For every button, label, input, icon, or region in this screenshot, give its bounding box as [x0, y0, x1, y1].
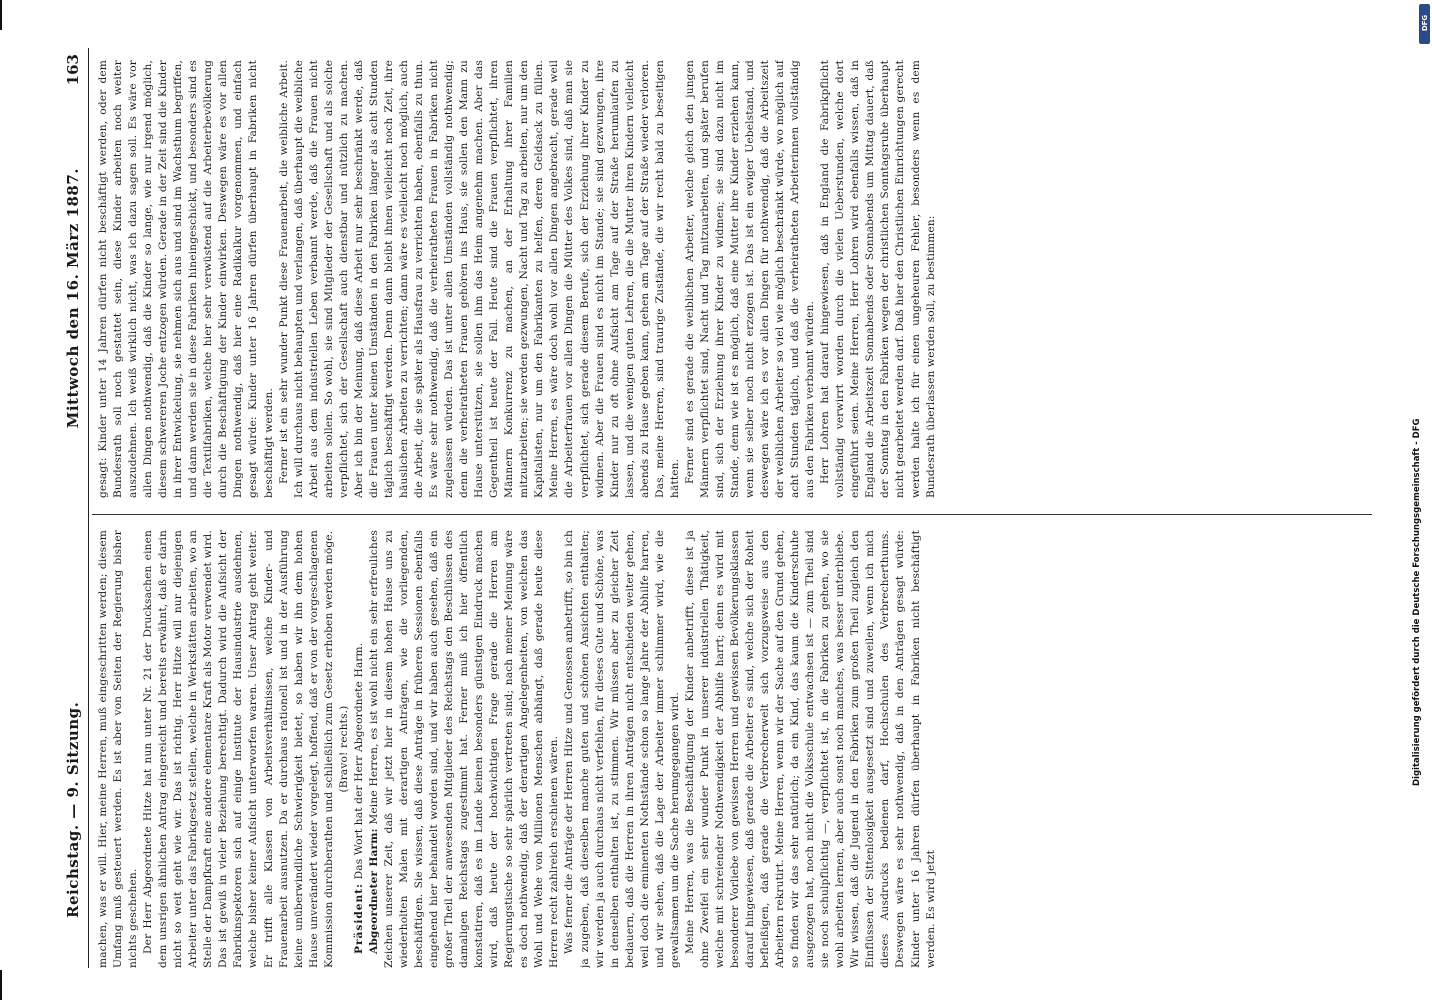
page-number: 163	[64, 54, 82, 86]
paragraph: Was ferner die Anträge der Herren Hitze und Genossen anbetrifft, so bin ich ja zugeben, daß dieselben manche guten und schönen Ansichten enthalten; wir werden ja auch durchaus nicht verfehlen, für dieses Gute und Schöne, was in denselben enthalten ist, zu stimmen. Wir müssen aber zu gleicher Zeit bedauern, daß die Herren in ihren Anträgen nicht entschieden weiter gehen, weil doch die eminenten Nothstände schon so lange Jahre der Abhilfe harren, und wir sehen, daß die Lage der Arbeiter immer schlimmer wird, wie die gewaltsamen um die Sache herumgegangen wird.	[563, 530, 681, 968]
paragraph: gesagt: Kinder unter 14 Jahren dürfen nicht beschäftigt werden, oder dem Bundesrath soll noch gestattet sein, diese Kinder arbeiten noch weiter auszudehnen. Ich weiß wirklich nicht, was ich dazu sagen soll. Es wäre vor allen Dingen nothwendig, daß die Kinder so lange, wie nur irgend möglich, diesem schwereren Joche entzogen würden. Gerade in der Zeit sind die Kinder in ihrer Entwickelung, sie nehmen sich aus und sind im Wachsthum begriffen, und dann werden sie in diese Fabriken hineingeschickt, und besonders sind es die Textilfabriken, welche hier sehr verwüstend auf die Arbeiterbevölkerung durch die Beschäftigung der Kinder einwirken. Deswegen wäre es vor allen Dingen nothwendig, daß hier eine Radikalkur vorgenommen, und einfach gesagt würde: Kinder unter 16 Jahren dürfen überhaupt in Fabriken nicht beschäftigt werden.	[97, 60, 275, 498]
speaker-turn	[352, 530, 367, 968]
speaker-label: Präsident:	[352, 882, 365, 954]
crop-mark	[0, 970, 2, 1000]
paragraph: Der Herr Abgeordnete Hitze hat nun unter Nr. 21 der Drucksachen einen dem unsrigen ähnlichen Antrag eingereicht und bereits erwähnt, daß er darin nicht so weit geht wie wir. Das ist richtig. Herr Hitze will nur diejenigen Arbeiter unter das Fabrikgesetz stellen, welche in Werkstätten arbeiten, wo an Stelle der Dampfkraft eine andere elementare Kraft als Motor verwendet wird. Das ist gewiß in vieler Beziehung berechtigt. Dadurch wird die Aufsicht der Fabrikinspektoren sich auf einige Institute der Hausindustrie ausdehnen, welche bisher keiner Aufsicht unterworfen waren. Unser Antrag geht weiter. Er trifft alle Klassen von Arbeitsverhältnissen, welche Kinder- und Frauenarbeit ausnutzen. Da er durchaus rationell ist und in der Ausführung keine unüberwindliche Schwierigkeit bietet, so haben wir ihn dem hohen Hause unverändert wieder vorgelegt, hoffend, daß er von der vorgeschlagenen Kommission durchberathen und schließlich zum Gesetz erhoben werden möge.	[142, 530, 335, 968]
paragraph: machen, was er will. Hier, meine Herren, muß eingeschritten werden; diesem Umfang muß gesteuert werden. Es ist aber von Seiten der Regierung bisher nichts geschehen.	[97, 530, 140, 968]
speaker-turn	[367, 530, 563, 968]
paragraph: Ferner sind es gerade die weiblichen Arbeiter, welche gleich den jungen Männern verpflichtet sind, Nacht und Tag mitzuarbeiten, und später berufen sind, sich der Erziehung ihrer Kinder zu widmen; sie sind dazu nicht im Stande, denn wie ist es möglich, daß eine Mutter ihre Kinder erziehen kann, wenn sie selber noch nicht erzogen ist. Das ist ein ewiger Uebelstand, und deswegen wäre ich es vor allen Dingen für nothwendig, daß die Arbeitszeit der weiblichen Arbeiter so viel wie möglich beschränkt würde, wo möglich auf acht Stunden täglich, und daß die verheiratheten Arbeiterinnen vollständig aus den Fabriken verbannt würden.	[683, 60, 817, 498]
speaker-text: Meine Herren, es ist wohl nicht ein sehr erfreuliches Zeichen unserer Zeit, daß wir jetzt hier in diesem hohen Hause uns zu wiederholten Malen mit derartigen Anträgen, wie die vorliegenden, beschäftigen. Sie wissen, daß diese Anträge in früheren Sessionen ebenfalls eingehend hier behandelt worden sind, und wir haben auch gesehen, daß ein großer Theil der anwesenden Mitglieder des Reichstags den Beschlüssen des damaligen Reichstags zugestimmt hat. Ferner muß ich hier öffentlich konstatiren, daß es im Lande keinen besonders günstigen Eindruck machen wird, daß heute der hochwichtigen Frage gerade die Herren am Regierungstische so sehr spärlich vertreten sind; nach meiner Meinung wäre es doch nothwendig, daß der derartigen Angelegenheiten, von welchen das Wohl und Wehe von Millionen Menschen abhängt, daß gerade heute diese Herren recht zahlreich erschienen wären.	[367, 530, 561, 968]
crop-mark	[0, 0, 2, 30]
dfg-notice	[1412, 26, 1430, 786]
header-rule	[88, 48, 89, 968]
column-left	[96, 530, 1386, 968]
speaker-text: Das Wort hat der Herr Abgeordnete Harm.	[352, 642, 365, 880]
dfg-logo	[1419, 4, 1430, 44]
header-date: Mittwoch den 16. März 1887.	[64, 168, 82, 429]
paragraph: Ferner ist ein sehr wunder Punkt diese Frauenarbeit, die weibliche Arbeit. Ich will durchaus nicht behaupten und verlangen, daß überhaupt die weibliche Arbeit aus dem industriellen Leben verbannt werde, daß die Frauen nicht arbeiten sollen. So wohl, sie sind Mitglieder der Gesellschaft und als solche verpflichtet, sich der Gesellschaft auch dienstbar und nützlich zu machen. Aber ich bin der Meinung, daß diese Arbeit nur sehr beschränkt werde, daß die Frauen unter keinen Umständen in den Fabriken länger als acht Stunden täglich beschäftigt werden. Denn dann bleibt ihnen vielleicht noch Zeit, ihre häuslichen Arbeiten zu verrichten; dann wäre es vielleicht noch möglich, auch die Arbeit, die sie später als Hausfrau zu verrichten haben, ebenfalls zu thun. Es wäre sehr nothwendig, daß die verheiratheten Frauen in Fabriken nicht zugelassen würden. Das ist unter allen Umständen vollständig nothwendig; denn die verheiratheten Frauen gehören ins Haus, sie sollen den Mann zu Hause unterstützen, sie sollen ihm das Heim angenehm machen. Aber das Gegentheil ist heute der Fall. Heute sind die Frauen verpflichtet, ihren Männern Konkurrenz zu machen, an der Erhaltung ihrer Familien mitzuarbeiten; sie werden gezwungen, Nacht und Tag zu arbeiten, nur um den Kapitalisten, nur um den Fabrikanten zu helfen, deren Geldsack zu füllen. Meine Herren, es wäre doch wohl vor allen Dingen angebracht, gerade weil die Arbeiterfrauen vor allen Dingen die Mütter des Volkes sind, daß man sie verpflichtet, sich gerade diesem Berufe, sich der Erziehung ihrer Kinder zu widmen. Aber die Frauen sind es nicht im Stande; sie sind gezwungen, ihre Kinder nur zu oft ohne Aufsicht am Tage auf der Straße herumlaufen zu lassen, und die wenigen guten Lehren, die die Mutter ihren Kindern vielleicht abends zu Hause geben kann, gehen am Tage auf der Straße wieder verloren. Das, meine Herren, sind traurige Zustände, die wir recht bald zu beseitigen hätten.	[277, 60, 681, 498]
speaker-label: Abgeordneter Harm:	[367, 828, 380, 954]
column-divider	[92, 514, 1372, 515]
paragraph: Meine Herren, was die Beschäftigung der Kinder anbetrifft, diese ist ja ohne Zweifel ein sehr wunder Punkt in unserer industriellen Thätigkeit, welche mit schreiender Nothwendigkeit der Abhilfe harrt; denn es wird mit besonderer Vorliebe von gewissen Herren und gewissen Bevölkerungsklassen darauf hingewiesen, daß gerade die Arbeiter es sind, welche sich der Roheit befleißigen, daß gerade die Verbrecherwelt sich vorzugsweise aus den Arbeitern rekrutirt. Meine Herren, wenn wir der Sache auf den Grund gehen, so finden wir das sehr natürlich; da ein Kind, das kaum die Kinderschuhe ausgezogen hat, noch nicht die Volksschule entwachsen ist — zum Theil sind sie noch schulpflichtig —, verpflichtet ist, in die Fabriken zu gehen, wo sie wohl arbeiten lernen, aber auch sonst noch manches, was besser unterbliebe. Wir wissen, daß die Jugend in den Fabriken zum großen Theil zugleich den Einflüssen der Sittenlosigkeit ausgesetzt sind und zuweilen, wenn ich mich dieses Ausdrucks bedienen darf, Hochschulen des Verbrecherthums. Deswegen wäre es sehr nothwendig, daß in den Anträgen gesagt würde: Kinder unter 16 Jahren dürfen überhaupt in Fabriken nicht beschäftigt werden. Es wird jetzt	[683, 530, 937, 968]
page-header	[62, 48, 90, 968]
dfg-notice-text: Digitalisierung gefördert durch die Deutsche Forschungsgemeinschaft - DFG	[1412, 418, 1422, 786]
column-right	[96, 60, 1386, 498]
rotated-page-content	[62, 48, 1402, 968]
paragraph: Herr Lohren hat darauf hingewiesen, daß in England die Fabrikpflicht vollständig verwirrt worden durch die vielen Ueberstunden, welche dort eingeführt seien. Meine Herren, Herr Lohren wird ebenfalls wissen, daß in England die Arbeitszeit Sonnabends oder Sonnabends um Mittag dauert, daß der Sonntag in den Fabriken wegen der christlichen Sonntagsruhe überhaupt nicht gearbeitet werden darf. Daß hier den Christlichen Einrichtungen gerecht werden halte ich für einen ungeheuren Fehler, besonders wenn es dem Bundesrath überlassen werden soll, zu bestimmen:	[819, 60, 937, 498]
dfg-logo-text: DFG	[1421, 14, 1429, 32]
applause-note: (Bravo! rechts.)	[337, 705, 350, 793]
header-session: Reichstag. — 9. Sitzung.	[64, 701, 82, 918]
